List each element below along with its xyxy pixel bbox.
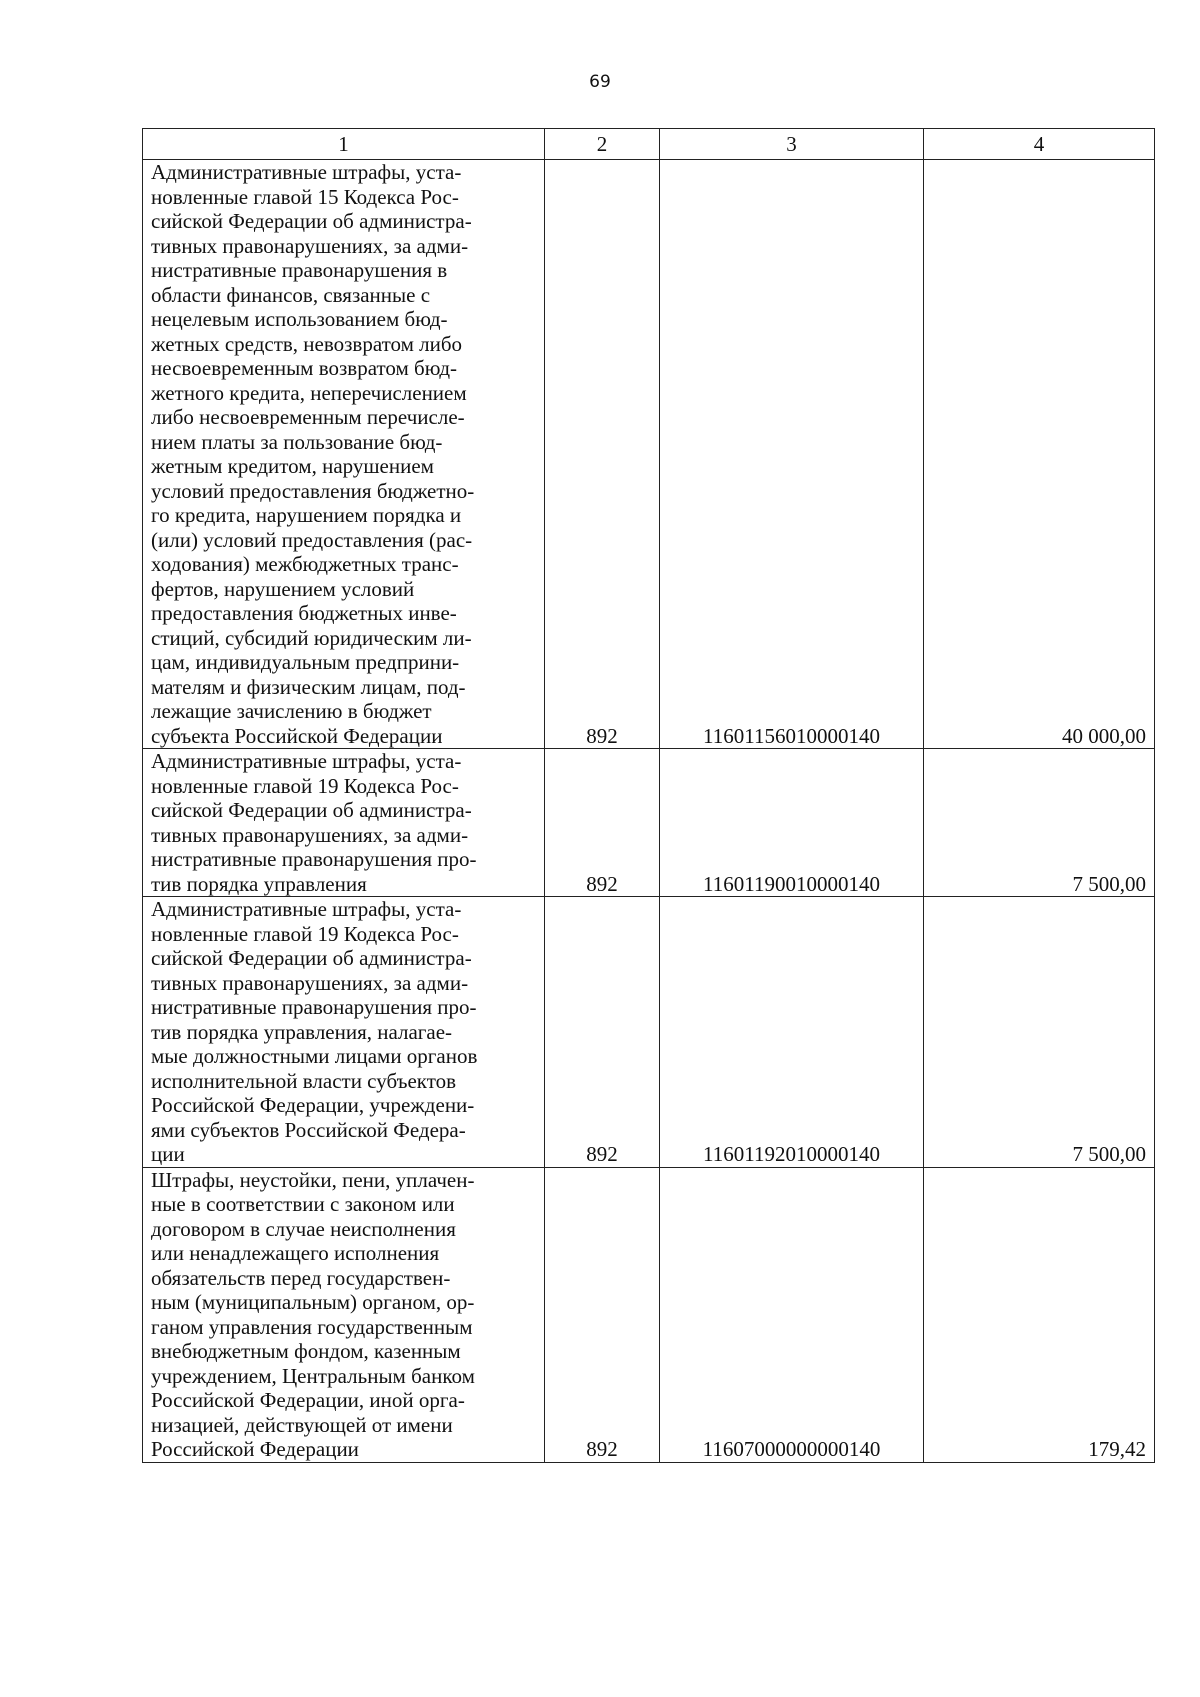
row-admin-code: 892: [545, 897, 660, 1168]
row-amount: 7 500,00: [924, 897, 1155, 1168]
header-cell-1: 1: [143, 129, 545, 160]
header-cell-3: 3: [660, 129, 924, 160]
row-amount: 40 000,00: [924, 160, 1155, 749]
row-budget-code: 11601192010000140: [660, 897, 924, 1168]
table-row: [143, 749, 1155, 897]
row-budget-code: 11607000000000140: [660, 1167, 924, 1462]
row-description: Штрафы, неустойки, пени, уплачен- ные в соответствии с законом или договором в случае неисполнения или ненадлежащего исполнения обязательств перед государствен- ным (муниципальным) органом, ор- ганом управления государственным внебюджетным фондом, казенным учреждением, Центральным банком Российской Федерации, иной орга- низацией, действующей от имени Российской Федерации: [143, 1167, 545, 1462]
row-amount: 7 500,00: [924, 749, 1155, 897]
page-number: 69: [589, 72, 611, 92]
row-description: Административные штрафы, уста- новленные главой 19 Кодекса Рос- сийской Федерации об администра- тивных правонарушениях, за адми- нистративные правонарушения про- тив порядка управления, налагае- мые должностными лицами органов исполнительной власти субъектов Российской Федерации, учреждени- ями субъектов Российской Федера- ции: [143, 897, 545, 1168]
header-cell-4: 4: [924, 129, 1155, 160]
table-header-row: [143, 129, 1155, 160]
row-amount: 179,42: [924, 1167, 1155, 1462]
row-admin-code: 892: [545, 749, 660, 897]
table-row: [143, 160, 1155, 749]
row-admin-code: 892: [545, 1167, 660, 1462]
table-row: [143, 1167, 1155, 1462]
row-budget-code: 11601190010000140: [660, 749, 924, 897]
budget-table: [142, 128, 1155, 1463]
row-description: Административные штрафы, уста- новленные главой 19 Кодекса Рос- сийской Федерации об администра- тивных правонарушениях, за адми- нистративные правонарушения про- тив порядка управления: [143, 749, 545, 897]
table-row: [143, 897, 1155, 1168]
row-budget-code: 11601156010000140: [660, 160, 924, 749]
row-description: Административные штрафы, уста- новленные главой 15 Кодекса Рос- сийской Федерации об администра- тивных правонарушениях, за адми- нистративные правонарушения в области финансов, связанные с нецелевым использованием бюд- жетных средств, невозвратом либо несвоевременным возвратом бюд- жетного кредита, неперечислением либо несвоевременным перечисле- нием платы за пользование бюд- жетным кредитом, нарушением условий предоставления бюджетно- го кредита, нарушением порядка и (или) условий предоставления (рас- ходования) межбюджетных транс- фертов, нарушением условий предоставления бюджетных инве- стиций, субсидий юридическим ли- цам, индивидуальным предприни- мателям и физическим лицам, под- лежащие зачислению в бюджет субъекта Российской Федерации: [143, 160, 545, 749]
row-admin-code: 892: [545, 160, 660, 749]
header-cell-2: 2: [545, 129, 660, 160]
